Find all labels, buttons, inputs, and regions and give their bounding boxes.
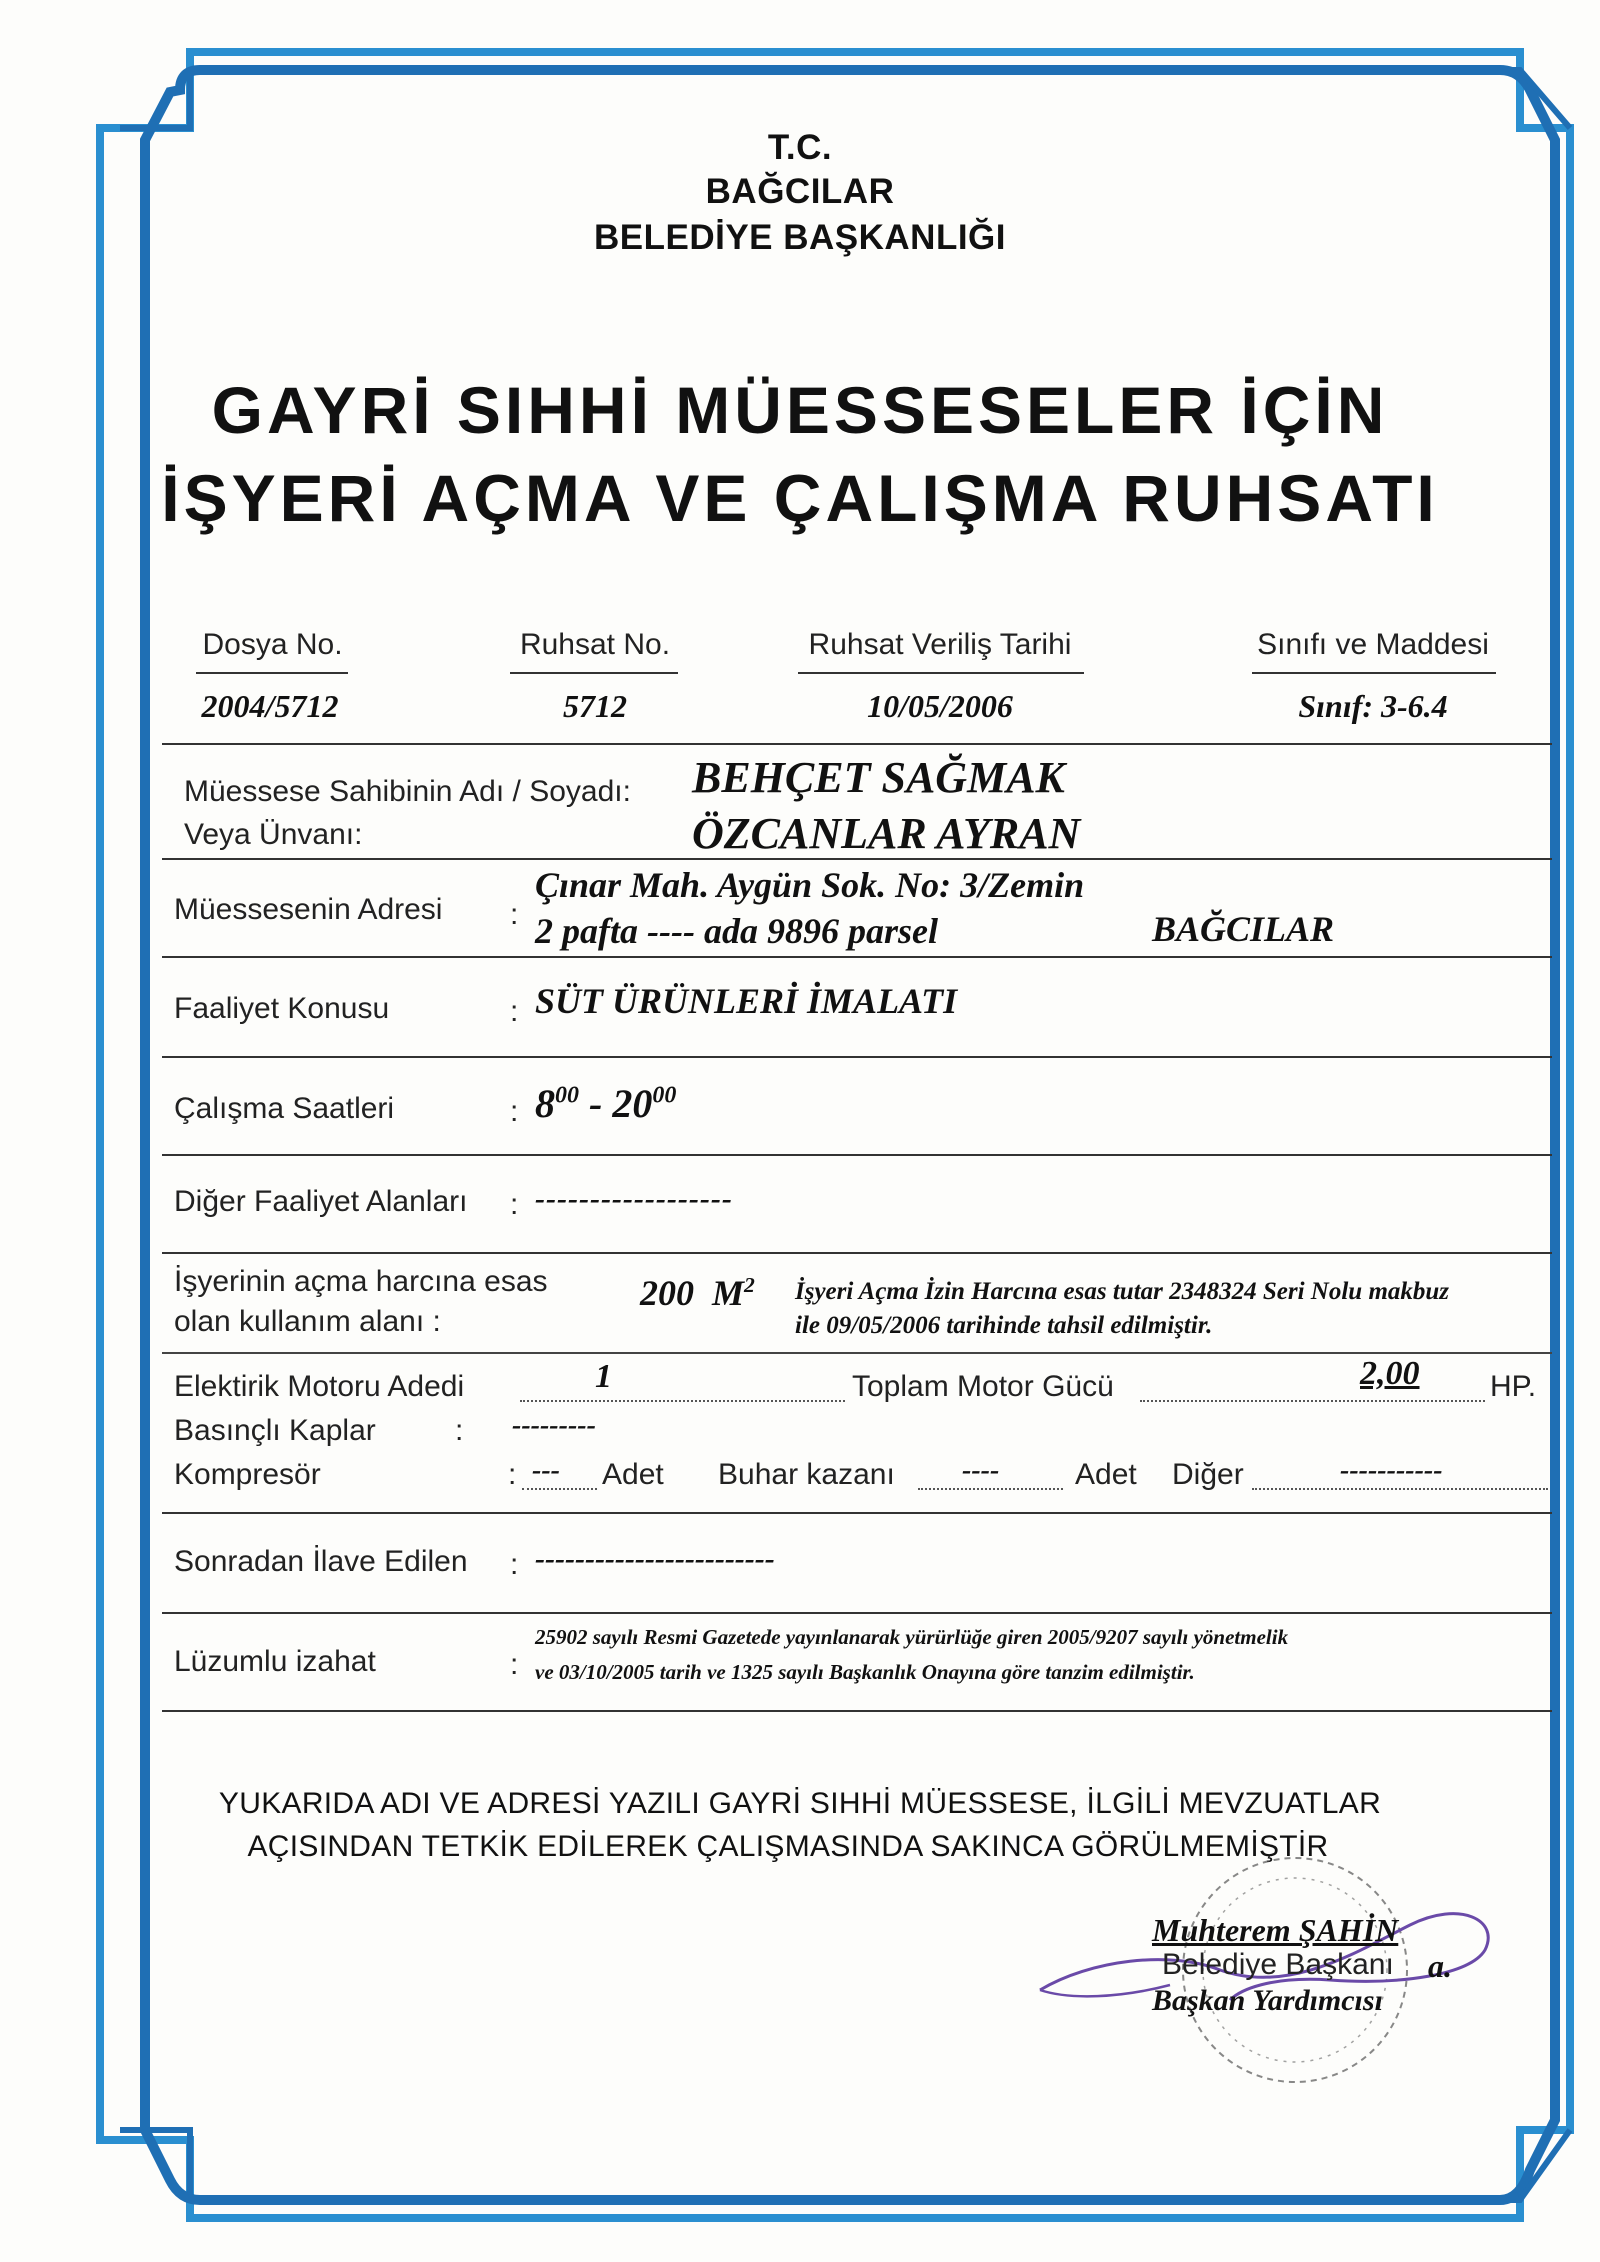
usage-area-label-2: olan kullanım alanı : — [174, 1305, 441, 1338]
steam-boiler-value: ---- — [962, 1455, 1000, 1486]
class-value: Sınıf: 3-6.4 — [1298, 688, 1448, 724]
divider — [162, 1612, 1552, 1614]
header-office: BELEDİYE BAŞKANLIĞI — [593, 218, 1007, 257]
compressor-colon: : — [508, 1458, 517, 1491]
explanation-line1: 25902 sayılı Resmi Gazetede yayınlanarak yürürlüğe giren 2005/9207 sayılı yönetmelik — [535, 1625, 1289, 1649]
compressor-value: --- — [532, 1455, 560, 1486]
owner-name: BEHÇET SAĞMAK — [692, 753, 1065, 802]
added-later-colon: : — [510, 1548, 519, 1581]
pressure-vessels-value: --------- — [512, 1410, 596, 1441]
header-municipality: BAĞCILAR — [705, 172, 895, 211]
explanation-line2: ve 03/10/2005 tarih ve 1325 sayılı Başkanlık Onayına göre tanzim edilmiştir. — [535, 1660, 1195, 1684]
hours-value: $8^{00} - 20^{00}$ — [535, 1081, 677, 1126]
address-line1: Çınar Mah. Aygün Sok. No: 3/Zemin — [535, 865, 1085, 905]
divider — [162, 1056, 1552, 1058]
conclusion-line2: AÇISINDAN TETKİK EDİLEREK ÇALIŞMASINDA SAKINCA GÖRÜLMEMİŞTİR — [247, 1830, 1329, 1863]
hours-colon: : — [510, 1095, 519, 1128]
permit-date-value: 10/05/2006 — [867, 688, 1013, 724]
pressure-vessels-colon: : — [455, 1414, 464, 1447]
page-title-line1: GAYRİ SIHHİ MÜESSESELER İÇİN — [211, 373, 1389, 447]
other-equipment-value: ----------- — [1340, 1455, 1443, 1486]
divider — [162, 956, 1552, 958]
usage-area-label: İşyerinin açma harcına esas — [174, 1265, 548, 1298]
explanation-colon: : — [510, 1648, 519, 1681]
divider — [162, 1512, 1552, 1514]
activity-value: SÜT ÜRÜNLERİ İMALATI — [535, 981, 958, 1021]
signatory-role: Belediye Başkanı — [1162, 1948, 1394, 1981]
permit-no-value: 5712 — [563, 688, 627, 724]
other-equipment-dots — [1252, 1488, 1548, 1490]
signatory-name: Muhterem ŞAHİN — [1152, 1912, 1399, 1948]
other-areas-colon: : — [510, 1188, 519, 1221]
header-tc: T.C. — [767, 128, 833, 167]
explanation-label: Lüzumlu izahat — [174, 1645, 376, 1678]
motor-power-unit: HP. — [1490, 1370, 1537, 1403]
pressure-vessels-label: Basınçlı Kaplar — [174, 1414, 376, 1447]
motor-power-label: Toplam Motor Gücü — [852, 1370, 1114, 1403]
file-no-value: 2004/5712 — [201, 688, 339, 724]
address-district: BAĞCILAR — [1152, 909, 1335, 949]
motor-count-value: 1 — [595, 1358, 612, 1395]
file-no-underline — [196, 672, 348, 674]
activity-label: Faaliyet Konusu — [174, 992, 390, 1025]
owner-title-label: Veya Ünvanı: — [184, 818, 363, 851]
class-label: Sınıfı ve Maddesi — [1257, 628, 1489, 661]
motor-count-dots — [520, 1400, 845, 1402]
signatory-deputy: Başkan Yardımcısı — [1152, 1984, 1383, 2017]
address-label: Müessesenin Adresi — [174, 893, 443, 926]
added-later-value: ------------------------ — [535, 1542, 775, 1575]
permit-date-underline — [798, 672, 1084, 674]
page-title-line2: İŞYERİ AÇMA VE ÇALIŞMA RUHSATI — [161, 461, 1439, 535]
other-areas-value: ------------------ — [535, 1182, 733, 1215]
motor-power-dots — [1140, 1400, 1485, 1402]
other-areas-label: Diğer Faaliyet Alanları — [174, 1185, 468, 1218]
steam-boiler-unit: Adet — [1075, 1458, 1137, 1491]
added-later-label: Sonradan İlave Edilen — [174, 1545, 468, 1578]
owner-label: Müessese Sahibinin Adı / Soyadı: — [184, 775, 631, 808]
divider — [162, 1710, 1552, 1712]
divider — [162, 1154, 1552, 1156]
other-equipment-label: Diğer — [1172, 1458, 1244, 1491]
conclusion-line1: YUKARIDA ADI VE ADRESİ YAZILI GAYRİ SIHHİ MÜESSESE, İLGİLİ MEVZUATLAR — [218, 1787, 1382, 1820]
class-underline — [1252, 672, 1496, 674]
divider — [162, 1352, 1552, 1354]
permit-no-underline — [510, 672, 678, 674]
divider — [162, 1252, 1552, 1254]
permit-no-label: Ruhsat No. — [519, 628, 671, 661]
fee-note-line1: İşyeri Açma İzin Harcına esas tutar 2348324 Seri Nolu makbuz — [795, 1278, 1450, 1305]
steam-boiler-dots — [918, 1488, 1063, 1490]
owner-company: ÖZCANLAR AYRAN — [692, 809, 1081, 858]
motor-count-label: Elektirik Motoru Adedi — [174, 1370, 465, 1403]
signatory-suffix: a. — [1428, 1948, 1452, 1984]
motor-power-value: 2,00 — [1360, 1355, 1420, 1392]
activity-colon: : — [510, 995, 519, 1028]
steam-boiler-label: Buhar kazanı — [718, 1458, 895, 1491]
address-colon: : — [510, 898, 519, 931]
divider — [162, 858, 1552, 860]
hours-label: Çalışma Saatleri — [174, 1092, 395, 1125]
divider — [162, 743, 1552, 745]
compressor-label: Kompresör — [174, 1458, 321, 1491]
address-line2: 2 pafta ---- ada 9896 parsel — [535, 911, 938, 951]
file-no-label: Dosya No. — [202, 628, 343, 661]
compressor-dots — [522, 1488, 597, 1490]
permit-date-label: Ruhsat Veriliş Tarihi — [808, 628, 1072, 661]
usage-area-value: 200 $M^2$ — [640, 1273, 755, 1313]
fee-note-line2: ile 09/05/2006 tarihinde tahsil edilmiştir. — [795, 1312, 1213, 1339]
compressor-unit: Adet — [602, 1458, 664, 1491]
